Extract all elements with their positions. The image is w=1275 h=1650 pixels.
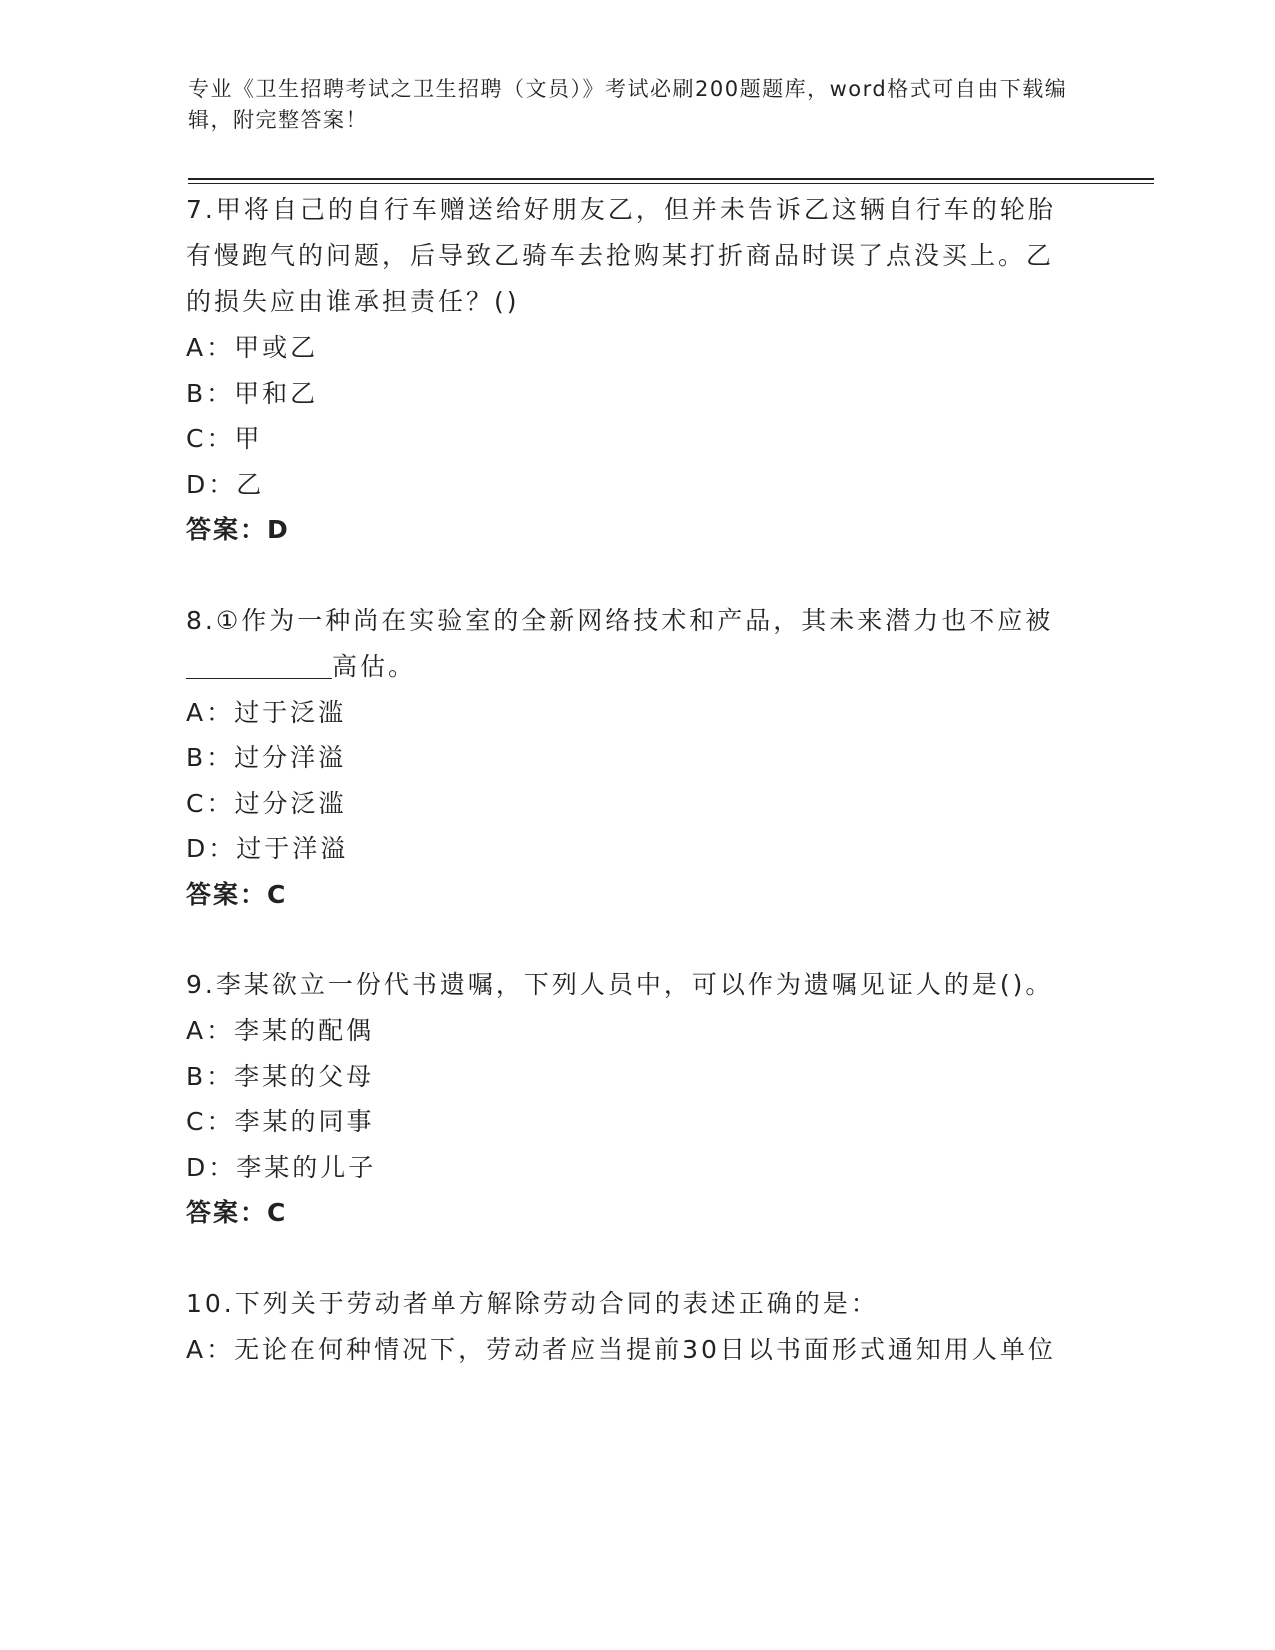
option-b: B：甲和乙 (186, 378, 319, 408)
option-a: A：甲或乙 (186, 333, 319, 362)
fill-in-blank (186, 652, 332, 679)
option-d: D：过于洋溢 (186, 834, 349, 863)
document-header: 专业《卫生招聘考试之卫生招聘（文员）》考试必刷200题题库，word格式可自由下载编辑，附完整答案！ (188, 77, 1068, 132)
question-stem: 7.甲将自己的自行车赠送给好朋友乙，但并未告诉乙这辆自行车的轮胎有慢跑气的问题，后导致乙骑车去抢购某打折商品时误了点没买上。乙的损失应由谁承担责任？() (186, 195, 1056, 316)
option-a: A：过于泛滥 (186, 697, 347, 727)
option-d: D：乙 (186, 469, 265, 499)
answer: 答案：C (186, 1198, 288, 1227)
question-stem-part-2: 高估。 (332, 651, 417, 681)
question-8 (186, 598, 1066, 918)
question-stem: 9.李某欲立一份代书遗嘱，下列人员中，可以作为遗嘱见证人的是()。 (186, 970, 1054, 999)
question-9 (186, 962, 1066, 1236)
option-c: C：甲 (186, 424, 263, 453)
header-divider-thin (188, 183, 1154, 184)
option-b: B：过分洋溢 (186, 743, 347, 772)
option-c: C：过分泛滥 (186, 788, 347, 818)
question-7 (186, 187, 1066, 553)
question-stem (186, 598, 1066, 690)
answer: 答案：C (186, 879, 288, 909)
question-10 (186, 1281, 1066, 1373)
option-d: D：李某的儿子 (186, 1152, 377, 1182)
answer: 答案：D (186, 515, 290, 544)
option-a: A：无论在何种情况下，劳动者应当提前30日以书面形式通知用人单位 (186, 1334, 1056, 1364)
header-divider-thick (188, 178, 1154, 180)
option-c: C：李某的同事 (186, 1107, 375, 1136)
question-stem-part-1: 8.①作为一种尚在实验室的全新网络技术和产品，其未来潜力也不应被 (186, 605, 1054, 635)
option-a: A：李某的配偶 (186, 1016, 375, 1045)
option-b: B：李某的父母 (186, 1061, 375, 1091)
question-stem: 10.下列关于劳动者单方解除劳动合同的表述正确的是： (186, 1288, 879, 1318)
questions-list (186, 187, 1066, 1417)
